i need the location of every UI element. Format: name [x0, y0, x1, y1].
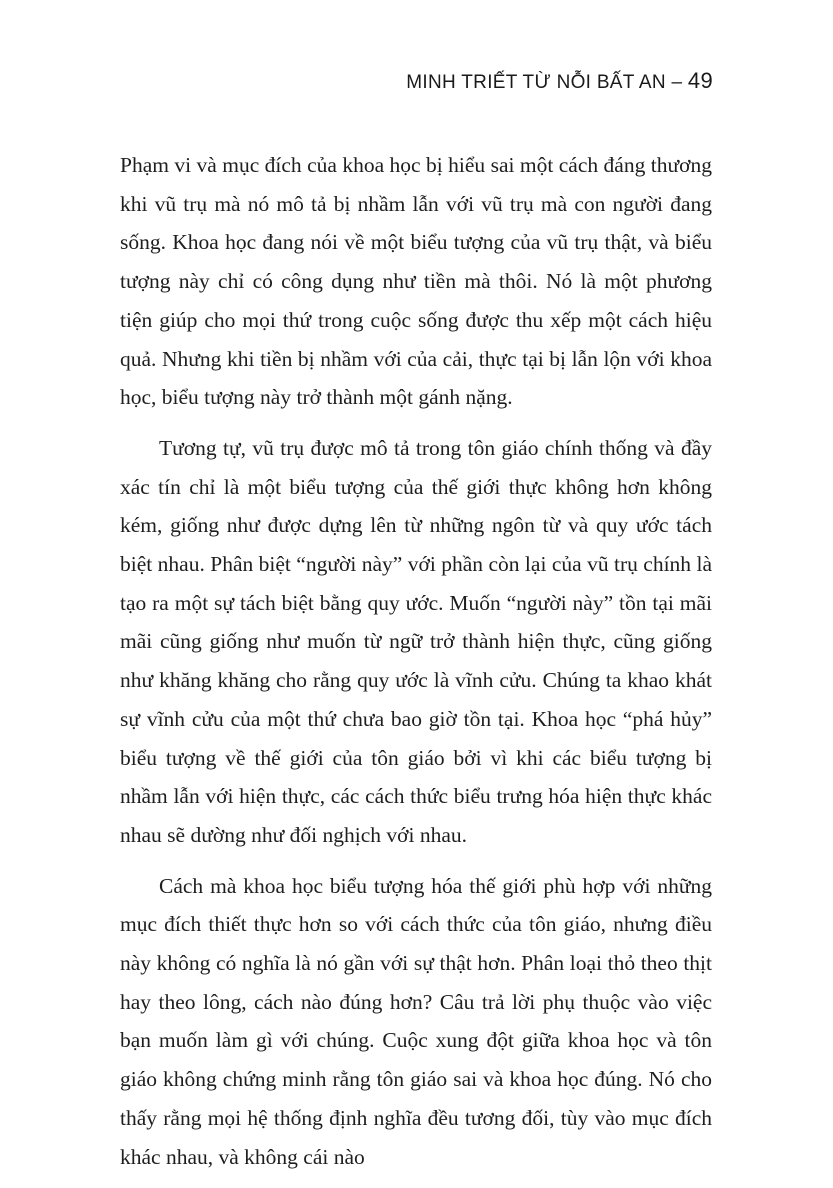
running-header-title: MINH TRIẾT TỪ NỖI BẤT AN	[406, 72, 666, 93]
body-text	[120, 146, 712, 1188]
running-header	[406, 68, 713, 94]
running-header-separator: –	[671, 72, 683, 93]
paragraph-3: Cách mà khoa học biểu tượng hóa thế giới phù hợp với những mục đích thiết thực hơn so với cách thức của tôn giáo, nhưng điều này không có nghĩa là nó gần với sự thật hơn. Phân loại thỏ theo thịt hay theo lông, cách nào đúng hơn? Câu trả lời phụ thuộc vào việc bạn muốn làm gì với chúng. Cuộc xung đột giữa khoa học và tôn giáo không chứng minh rằng tôn giáo sai và khoa học đúng. Nó cho thấy rằng mọi hệ thống định nghĩa đều tương đối, tùy vào mục đích khác nhau, và không cái nào	[120, 873, 712, 1169]
paragraph-2: Tương tự, vũ trụ được mô tả trong tôn giáo chính thống và đầy xác tín chỉ là một biểu tượng của thế giới thực không hơn không kém, giống như được dựng lên từ những ngôn từ và quy ước tách biệt nhau. Phân biệt “người này” với phần còn lại của vũ trụ chính là tạo ra một sự tách biệt bằng quy ước. Muốn “người này” tồn tại mãi mãi cũng giống như muốn từ ngữ trở thành hiện thực, cũng giống như khăng khăng cho rằng quy ước là vĩnh cửu. Chúng ta khao khát sự vĩnh cửu của một thứ chưa bao giờ tồn tại. Khoa học “phá hủy” biểu tượng về thế giới của tôn giáo bởi vì khi các biểu tượng bị nhầm lẫn với hiện thực, các cách thức biểu trưng hóa hiện thực khác nhau sẽ dường như đối nghịch với nhau.	[120, 435, 712, 847]
paragraph-1: Phạm vi và mục đích của khoa học bị hiểu sai một cách đáng thương khi vũ trụ mà nó mô tả bị nhầm lẫn với vũ trụ mà con người đang sống. Khoa học đang nói về một biểu tượng của vũ trụ thật, và biểu tượng này chỉ có công dụng như tiền mà thôi. Nó là một phương tiện giúp cho mọi thứ trong cuộc sống được thu xếp một cách hiệu quả. Nhưng khi tiền bị nhầm với của cải, thực tại bị lẫn lộn với khoa học, biểu tượng này trở thành một gánh nặng.	[120, 153, 712, 410]
page-number: 49	[687, 68, 713, 93]
